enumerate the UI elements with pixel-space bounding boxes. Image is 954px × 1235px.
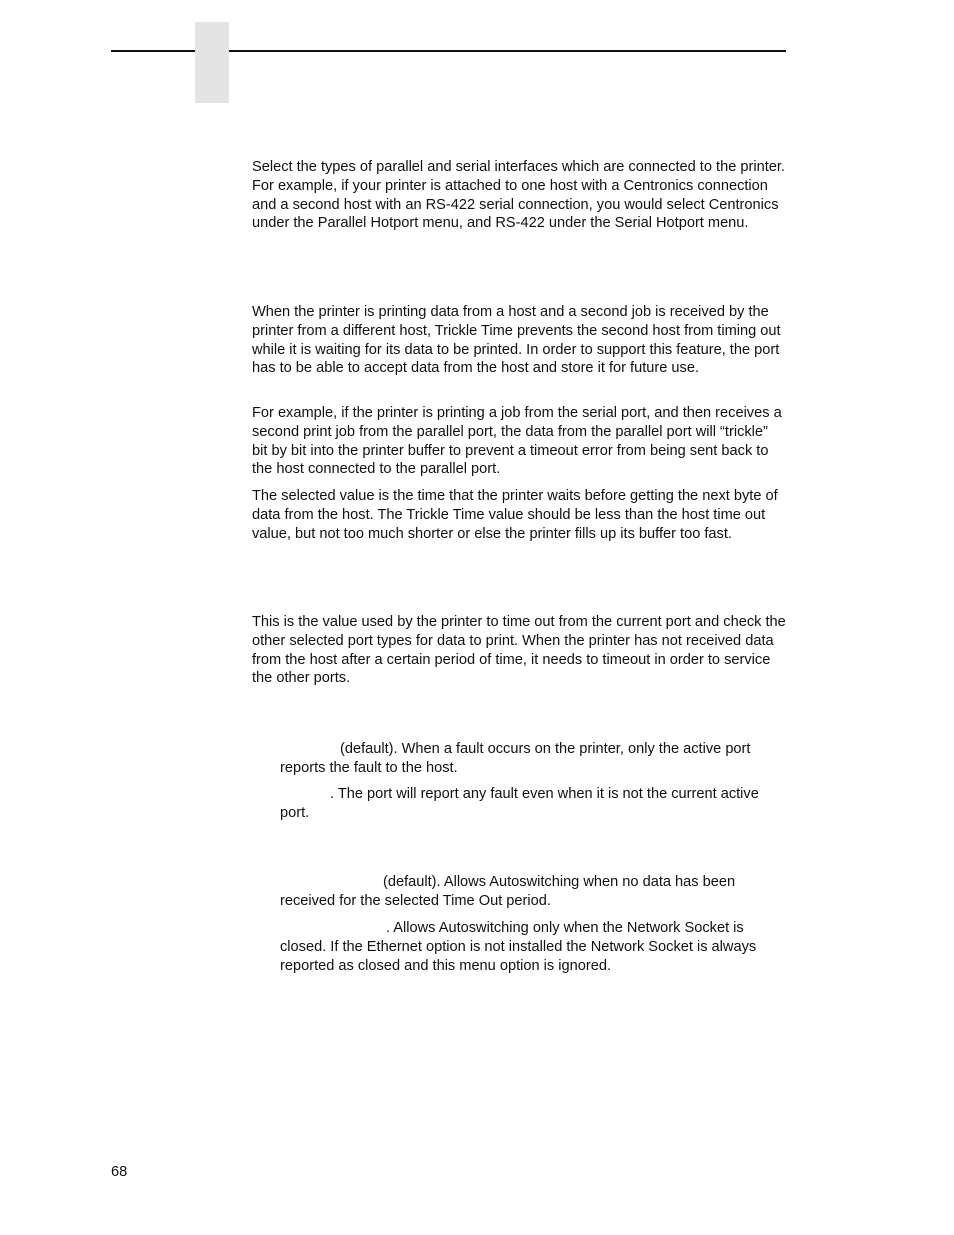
fault-option-2 [280,785,786,823]
switch-option-1-text: (default). Allows Autoswitching when no data has been received for the selected Time Out period. [280,874,736,909]
page-number: 68 [111,1164,128,1180]
timeout-paragraph: This is the value used by the printer to time out from the current port and check the other selected port types for data to print. When the printer has not received data from the host after a certain period of time, it needs to timeout in order to service the other ports. [252,614,786,687]
chapter-tab [195,22,229,103]
trickle-time-paragraph-3: The selected value is the time that the printer waits before getting the next byte of data from the host. The Trickle Time value should be less than the host time out value, but not too much shorter or else the printer fills up its buffer too fast. [252,488,778,542]
interfaces-paragraph: Select the types of parallel and serial interfaces which are connected to the printer. For example, if your printer is attached to one host with a Centronics connection and a second host with an RS-422 serial connection, you would select Centronics under the Parallel Hotport menu, and RS-422 under the Serial Hotport menu. [252,159,785,232]
switch-option-2 [280,919,786,975]
trickle-time-paragraph-1: When the printer is printing data from a host and a second job is received by the printer from a different host, Trickle Time prevents the second host from timing out while it is waiting for its data to be printed. In order to support this feature, the port has to be able to accept data from the host and store it for future use. [252,304,781,377]
fault-option-1-text: (default). When a fault occurs on the printer, only the active port reports the fault to the host. [280,741,751,776]
switch-option-1 [280,873,786,911]
header-rule-right [229,50,786,52]
trickle-time-paragraph-2: For example, if the printer is printing a job from the serial port, and then receives a second print job from the parallel port, the data from the parallel port will “trickle” bit by bit into the printer buffer to prevent a timeout error from being sent back to the host connected to the parallel port. [252,405,782,478]
fault-option-1 [280,740,786,778]
header-rule-left [111,50,195,52]
fault-option-2-text: . The port will report any fault even when it is not the current active port. [280,786,759,821]
switch-option-2-text: . Allows Autoswitching only when the Network Socket is closed. If the Ethernet option is not installed the Network Socket is always reported as closed and this menu option is ignored. [280,920,757,974]
